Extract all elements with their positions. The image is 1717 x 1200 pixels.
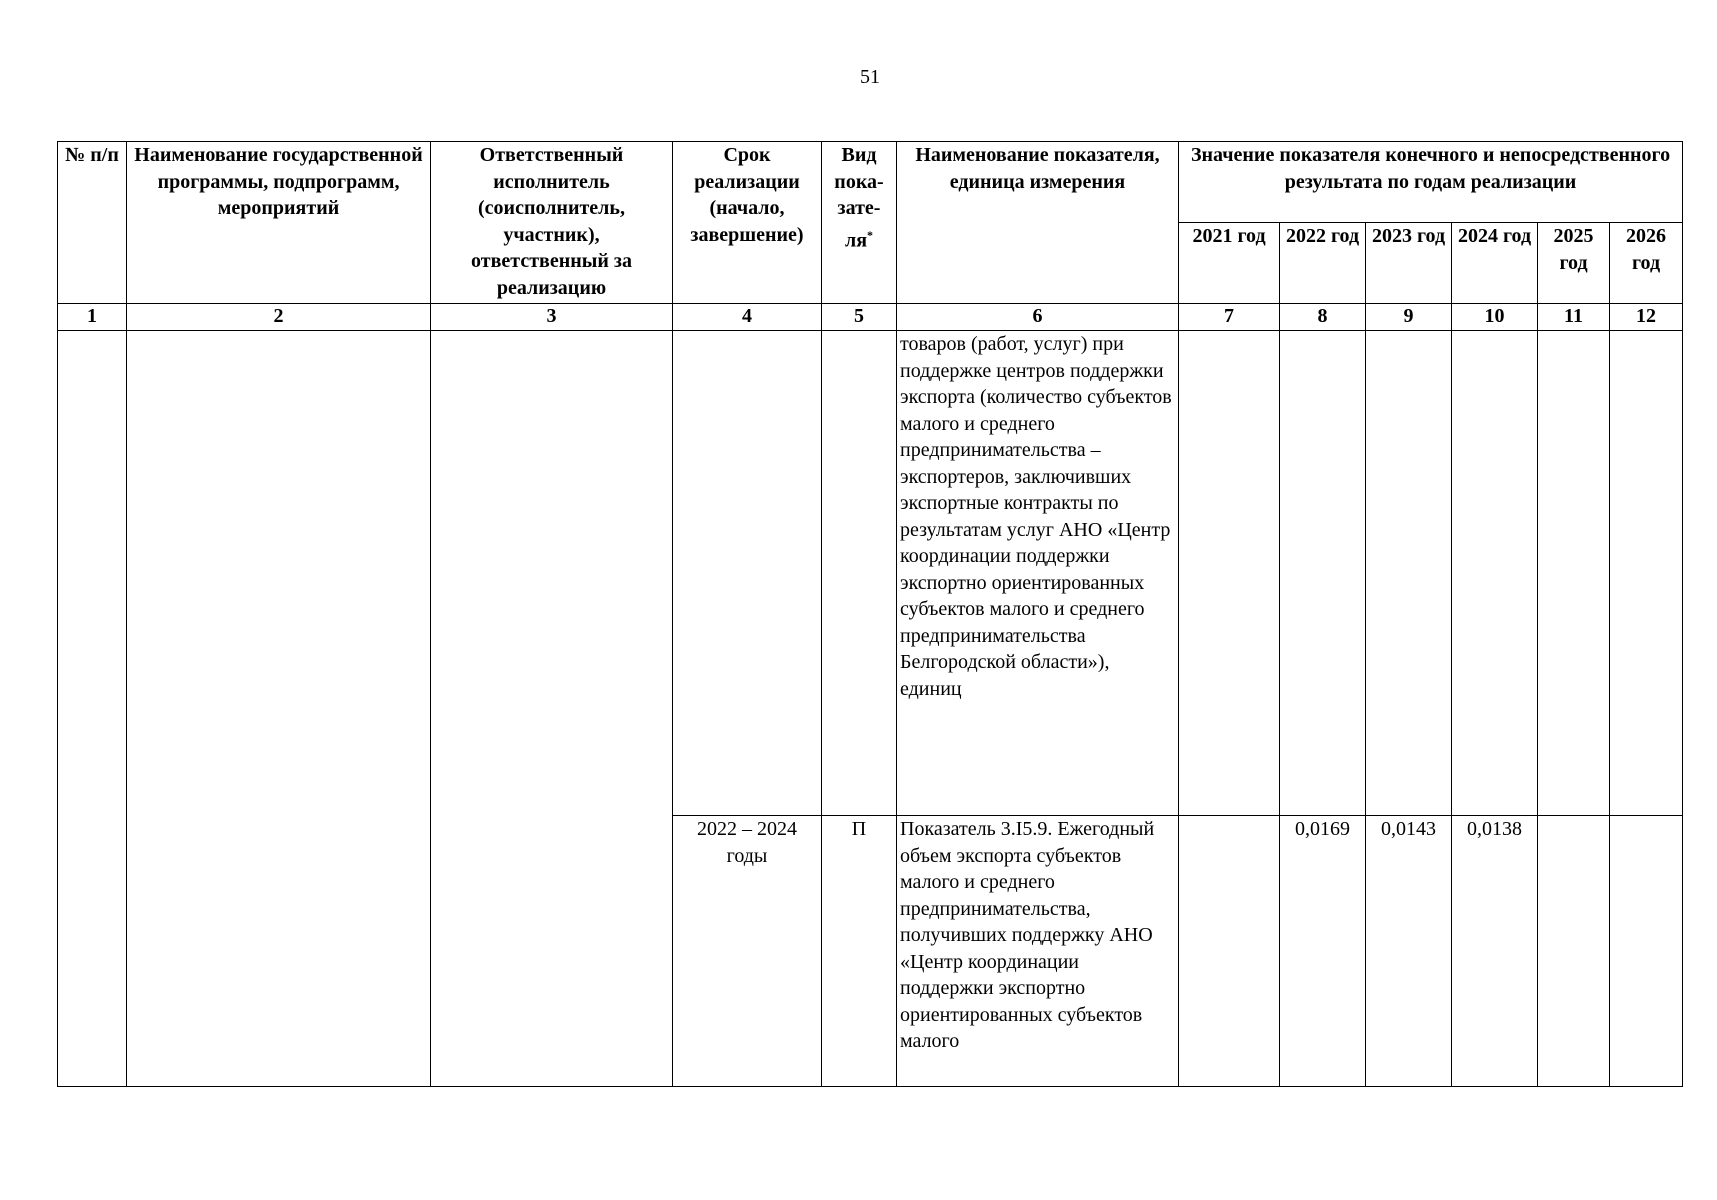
cell-term: 2022 – 2024 годы	[673, 816, 822, 1087]
cell-value-2022: 0,0169	[1280, 816, 1366, 1087]
header-indicator-kind-mark: *	[867, 227, 874, 242]
header-year-2022: 2022 год	[1280, 223, 1366, 304]
cell-responsible	[431, 331, 673, 1087]
cell-term	[673, 331, 822, 816]
cell-value-2026	[1610, 331, 1683, 816]
cell-value-2023: 0,0143	[1366, 816, 1452, 1087]
column-number: 5	[822, 304, 897, 331]
cell-indicator-name: Показатель 3.I5.9. Ежегодный объем экспорта субъектов малого и среднего предпринимательства, получивших поддержку АНО «Центр координации поддержки экспортно ориентированных субъектов малого	[897, 816, 1179, 1087]
cell-indicator-name: товаров (работ, услуг) при поддержке центров поддержки экспорта (количество субъектов малого и среднего предпринимательства – экспортеров, заключивших экспортные контракты по результатам услуг АНО «Центр координации поддержки экспортно ориентированных субъектов малого и среднего предпринимательства Белгородской области»), единиц	[897, 331, 1179, 816]
cell-value-2022	[1280, 331, 1366, 816]
cell-indicator-kind	[822, 331, 897, 816]
header-row	[58, 142, 1683, 223]
column-number: 1	[58, 304, 127, 331]
header-year-2024: 2024 год	[1452, 223, 1538, 304]
column-number: 12	[1610, 304, 1683, 331]
cell-program-name	[127, 331, 431, 1087]
indicators-table	[57, 141, 1683, 1087]
cell-value-2025	[1538, 331, 1610, 816]
cell-indicator-kind: П	[822, 816, 897, 1087]
cell-value-2023	[1366, 331, 1452, 816]
cell-number	[58, 331, 127, 1087]
header-indicator-name: Наименование показателя, единица измерения	[897, 142, 1179, 304]
column-number: 3	[431, 304, 673, 331]
header-indicator-kind	[822, 142, 897, 304]
cell-value-2021	[1179, 816, 1280, 1087]
cell-value-2024: 0,0138	[1452, 816, 1538, 1087]
cell-value-2024	[1452, 331, 1538, 816]
column-number: 8	[1280, 304, 1366, 331]
column-number: 10	[1452, 304, 1538, 331]
page-number: 51	[860, 66, 880, 88]
header-year-2021: 2021 год	[1179, 223, 1280, 304]
header-values-group: Значение показателя конечного и непосредственного результата по годам реализации	[1179, 142, 1683, 223]
column-number: 6	[897, 304, 1179, 331]
column-number: 11	[1538, 304, 1610, 331]
cell-value-2026	[1610, 816, 1683, 1087]
column-number: 2	[127, 304, 431, 331]
column-number: 7	[1179, 304, 1280, 331]
cell-value-2021	[1179, 331, 1280, 816]
header-term: Срок реализации (начало, завершение)	[673, 142, 822, 304]
column-number: 9	[1366, 304, 1452, 331]
header-year-2025: 2025 год	[1538, 223, 1610, 304]
table-row	[58, 331, 1683, 816]
header-year-2023: 2023 год	[1366, 223, 1452, 304]
header-indicator-kind-text: Вид пока-зате-ля	[834, 144, 884, 252]
header-program-name: Наименование государственной программы, подпрограмм, мероприятий	[127, 142, 431, 304]
header-number: № п/п	[58, 142, 127, 304]
header-year-2026: 2026 год	[1610, 223, 1683, 304]
column-number: 4	[673, 304, 822, 331]
header-responsible: Ответственный исполнитель (соисполнитель, участник), ответственный за реализацию	[431, 142, 673, 304]
cell-value-2025	[1538, 816, 1610, 1087]
column-numbers-row	[58, 304, 1683, 331]
